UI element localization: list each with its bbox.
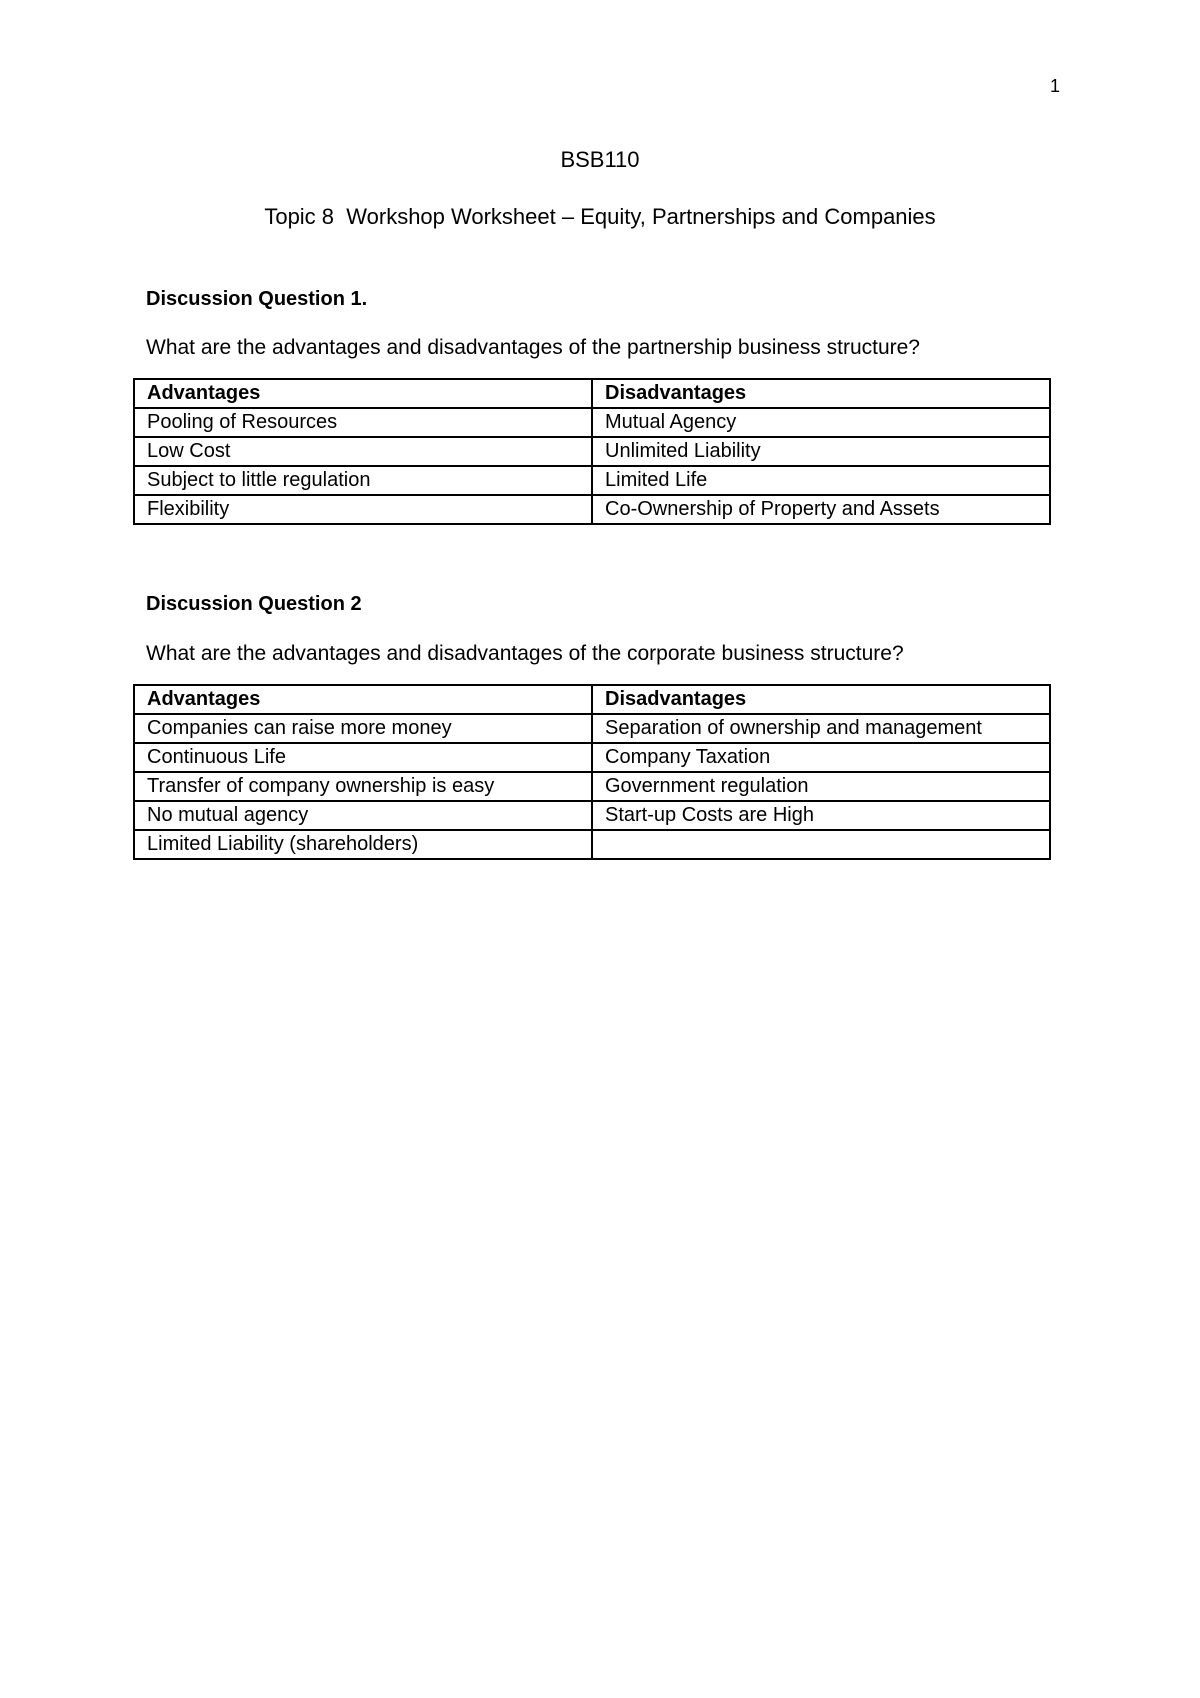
disadvantage-cell: Start-up Costs are High	[592, 801, 1050, 830]
worksheet-title: Topic 8 Workshop Worksheet – Equity, Partnerships and Companies	[264, 204, 936, 229]
disadvantage-cell: Government regulation	[592, 772, 1050, 801]
table-row	[134, 801, 1050, 830]
table-header-row	[134, 379, 1050, 408]
advantage-cell: Low Cost	[134, 437, 592, 466]
question-1-heading: Discussion Question 1.	[146, 288, 368, 310]
question-1-text: What are the advantages and disadvantages of the partnership business structure?	[146, 336, 920, 359]
disadvantage-cell: Mutual Agency	[592, 408, 1050, 437]
advantage-cell: Pooling of Resources	[134, 408, 592, 437]
table-row	[134, 408, 1050, 437]
advantage-cell: Companies can raise more money	[134, 714, 592, 743]
table-row	[134, 437, 1050, 466]
disadvantage-cell	[592, 830, 1050, 859]
question-2-heading: Discussion Question 2	[146, 593, 362, 615]
advantage-cell: No mutual agency	[134, 801, 592, 830]
advantages-header: Advantages	[134, 685, 592, 714]
advantages-header: Advantages	[134, 379, 592, 408]
advantage-cell: Transfer of company ownership is easy	[134, 772, 592, 801]
disadvantage-cell: Company Taxation	[592, 743, 1050, 772]
table-row	[134, 830, 1050, 859]
partnership-table	[133, 378, 1051, 525]
table-row	[134, 495, 1050, 524]
disadvantage-cell: Co-Ownership of Property and Assets	[592, 495, 1050, 524]
table-row	[134, 466, 1050, 495]
disadvantage-cell: Separation of ownership and management	[592, 714, 1050, 743]
disadvantage-cell: Unlimited Liability	[592, 437, 1050, 466]
question-2-text: What are the advantages and disadvantages of the corporate business structure?	[146, 642, 904, 665]
advantage-cell: Flexibility	[134, 495, 592, 524]
table-row	[134, 714, 1050, 743]
advantage-cell: Limited Liability (shareholders)	[134, 830, 592, 859]
disadvantage-cell: Limited Life	[592, 466, 1050, 495]
table-row	[134, 772, 1050, 801]
disadvantages-header: Disadvantages	[592, 379, 1050, 408]
disadvantages-header: Disadvantages	[592, 685, 1050, 714]
table-header-row	[134, 685, 1050, 714]
course-code: BSB110	[560, 147, 640, 172]
corporate-table	[133, 684, 1051, 860]
advantage-cell: Subject to little regulation	[134, 466, 592, 495]
table-row	[134, 743, 1050, 772]
page-number: 1	[1049, 76, 1060, 96]
advantage-cell: Continuous Life	[134, 743, 592, 772]
